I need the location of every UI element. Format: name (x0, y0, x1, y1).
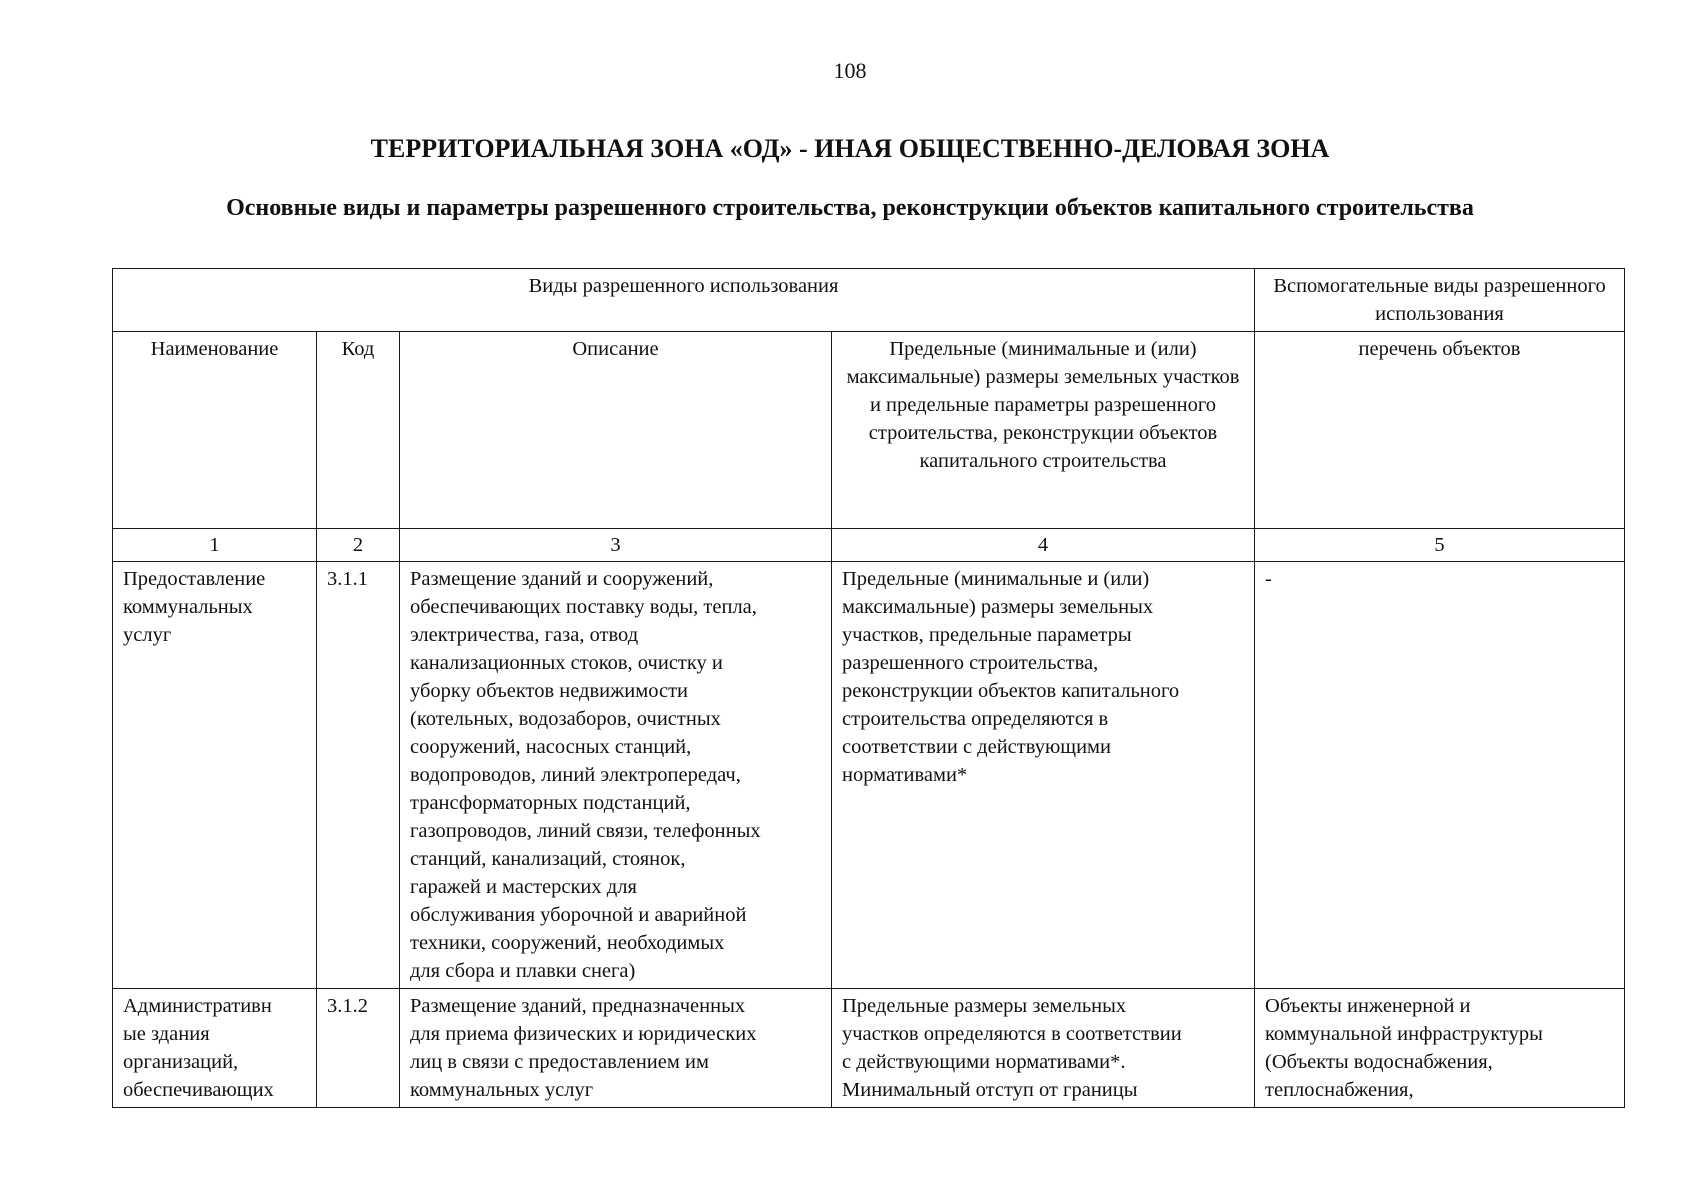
column-number-row (113, 529, 1625, 562)
column-header-row (113, 332, 1625, 529)
column-number: 4 (832, 529, 1255, 562)
group-header-main: Виды разрешенного использования (113, 269, 1255, 332)
row-auxiliary: - (1255, 562, 1625, 989)
group-header-aux: Вспомогательные виды разрешенного использования (1255, 269, 1625, 332)
section-title: Основные виды и параметры разрешенного строительства, реконструкции объектов капитального строительства (226, 195, 1474, 221)
row-parameters: Предельные размеры земельных участков определяются в соответствии с действующими нормативами*. Минимальный отступ от границы (832, 989, 1255, 1108)
page-number: 108 (833, 58, 867, 83)
column-number: 2 (317, 529, 400, 562)
column-header-code: Код (317, 332, 400, 529)
column-header-description: Описание (400, 332, 832, 529)
row-code: 3.1.1 (317, 562, 400, 989)
column-number: 3 (400, 529, 832, 562)
column-header-parameters: Предельные (минимальные и (или) максимальные) размеры земельных участков и предельные параметры разрешенного строительства, реконструкции объектов капитального строительства (832, 332, 1255, 529)
row-description: Размещение зданий и сооружений, обеспечивающих поставку воды, тепла, электричества, газа, отвод канализационных стоков, очистку и уборку объектов недвижимости (котельных, водозаборов, очистных сооружений, насосных станций, водопроводов, линий электропередач, трансформаторных подстанций, газопроводов, линий связи, телефонных станций, канализаций, стоянок, гаражей и мастерских для обслуживания уборочной и аварийной техники, сооружений, необходимых для сбора и плавки снега) (400, 562, 832, 989)
row-name: Административн ые здания организаций, обеспечивающих (113, 989, 317, 1108)
row-parameters: Предельные (минимальные и (или) максимальные) размеры земельных участков, предельные параметры разрешенного строительства, реконструкции объектов капитального строительства определяются в соответствии с действующими нормативами* (832, 562, 1255, 989)
column-number: 5 (1255, 529, 1625, 562)
row-auxiliary: Объекты инженерной и коммунальной инфраструктуры (Объекты водоснабжения, теплоснабжения, (1255, 989, 1625, 1108)
row-code: 3.1.2 (317, 989, 400, 1108)
column-number: 1 (113, 529, 317, 562)
column-header-name: Наименование (113, 332, 317, 529)
zone-title: ТЕРРИТОРИАЛЬНАЯ ЗОНА «ОД» - ИНАЯ ОБЩЕСТВЕННО-ДЕЛОВАЯ ЗОНА (370, 134, 1330, 163)
table-row (113, 989, 1625, 1108)
row-description: Размещение зданий, предназначенных для приема физических и юридических лиц в связи с предоставлением им коммунальных услуг (400, 989, 832, 1108)
permitted-use-table (112, 268, 1625, 1108)
group-header-row (113, 269, 1625, 332)
column-header-objects: перечень объектов (1255, 332, 1625, 529)
row-name: Предоставление коммунальных услуг (113, 562, 317, 989)
table-row (113, 562, 1625, 989)
